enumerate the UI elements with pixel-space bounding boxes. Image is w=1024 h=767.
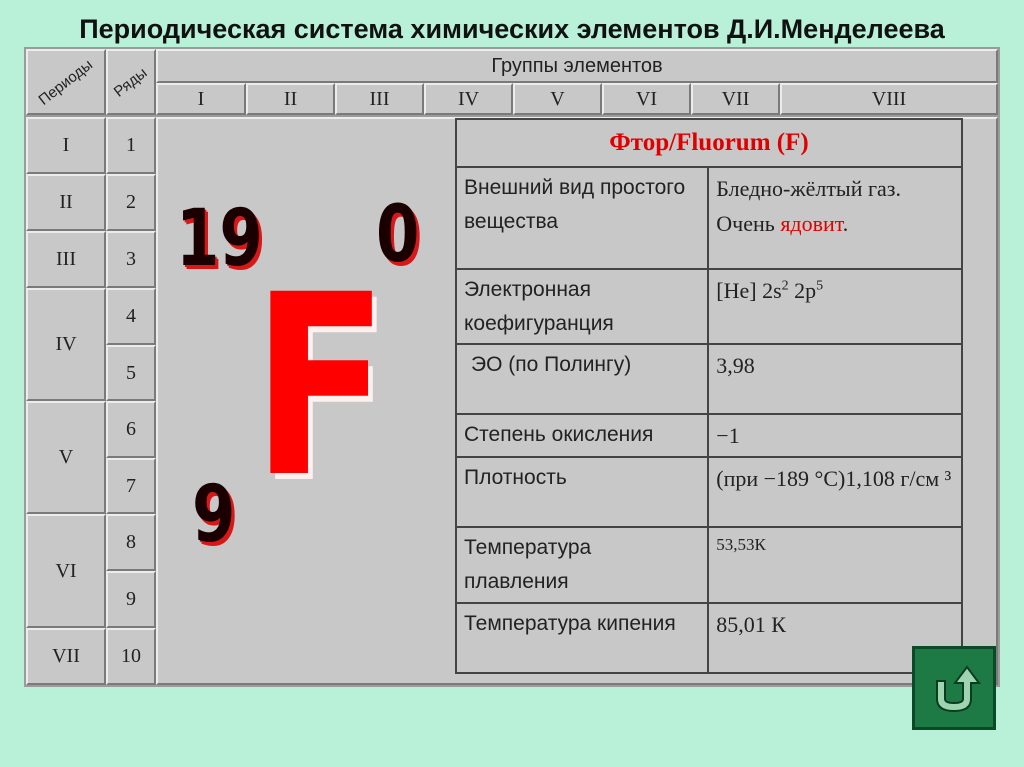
period-cell[interactable] bbox=[26, 117, 106, 174]
table-row bbox=[456, 457, 962, 527]
row-label: 8 bbox=[126, 531, 136, 553]
table-row bbox=[456, 527, 962, 602]
group-cell[interactable] bbox=[156, 83, 246, 115]
element-info-table bbox=[455, 118, 963, 674]
row-cell[interactable] bbox=[106, 117, 156, 174]
info-value bbox=[708, 269, 962, 344]
groups-title: Группы элементов bbox=[491, 54, 663, 77]
info-value-warning: ядовит bbox=[780, 211, 843, 237]
table-row bbox=[456, 603, 962, 673]
row-label: 2 bbox=[126, 191, 136, 213]
period-cell[interactable] bbox=[26, 174, 106, 231]
group-cell[interactable] bbox=[513, 83, 602, 115]
back-button[interactable] bbox=[912, 646, 996, 730]
row-cell[interactable] bbox=[106, 345, 156, 401]
rows-header-label: Ряды bbox=[111, 63, 151, 101]
corner-value: 0 bbox=[376, 190, 420, 280]
group-label: VII bbox=[721, 87, 750, 110]
info-label: Температура плавления bbox=[456, 527, 708, 602]
period-label: VII bbox=[52, 645, 80, 667]
period-label: II bbox=[59, 191, 73, 213]
row-cell[interactable] bbox=[106, 458, 156, 514]
table-row bbox=[456, 344, 962, 414]
group-cell[interactable] bbox=[246, 83, 335, 115]
info-label: Внешний вид простого вещества bbox=[456, 167, 708, 269]
row-label: 7 bbox=[126, 474, 136, 497]
period-cell[interactable] bbox=[26, 288, 106, 401]
group-cell[interactable] bbox=[691, 83, 780, 115]
periods-header-cell bbox=[26, 49, 106, 115]
table-row bbox=[456, 414, 962, 457]
period-label: I bbox=[62, 134, 70, 156]
period-label: IV bbox=[55, 333, 77, 355]
row-cell[interactable] bbox=[106, 571, 156, 628]
group-label: III bbox=[369, 87, 390, 110]
info-value-text: Бледно-жёлтый газ. Очень bbox=[716, 176, 901, 237]
info-value: 53,53К bbox=[708, 527, 962, 602]
period-cell[interactable] bbox=[26, 401, 106, 514]
period-cell[interactable] bbox=[26, 514, 106, 628]
info-title: Фтор/Fluorum (F) bbox=[456, 119, 962, 167]
info-value: −1 bbox=[708, 414, 962, 457]
row-cell[interactable] bbox=[106, 514, 156, 571]
row-label: 9 bbox=[126, 588, 136, 610]
row-cell[interactable] bbox=[106, 231, 156, 288]
table-row bbox=[456, 167, 962, 269]
info-label: ЭО (по Полингу) bbox=[456, 344, 708, 414]
groups-title-cell bbox=[156, 49, 998, 83]
row-label: 5 bbox=[126, 361, 136, 384]
row-cell[interactable] bbox=[106, 628, 156, 685]
row-label: 10 bbox=[121, 645, 141, 667]
period-cell[interactable] bbox=[26, 231, 106, 288]
group-cell[interactable] bbox=[602, 83, 691, 115]
info-label: Температура кипения bbox=[456, 603, 708, 673]
group-cell[interactable] bbox=[424, 83, 513, 115]
atomic-number: 9 bbox=[192, 470, 236, 560]
group-label: VI bbox=[635, 87, 658, 110]
row-label: 6 bbox=[126, 418, 136, 440]
element-symbol: F bbox=[252, 241, 389, 532]
row-cell[interactable] bbox=[106, 401, 156, 458]
row-label: 3 bbox=[126, 248, 136, 270]
group-label: IV bbox=[457, 87, 480, 110]
period-label: VI bbox=[55, 559, 77, 582]
info-label: Электронная коефигуранция bbox=[456, 269, 708, 344]
group-label: I bbox=[197, 87, 205, 110]
group-label: II bbox=[283, 87, 298, 110]
group-cell[interactable] bbox=[780, 83, 998, 115]
atomic-mass: 19 bbox=[176, 194, 263, 284]
periods-header-label: Периоды bbox=[35, 55, 97, 109]
period-cell[interactable] bbox=[26, 628, 106, 685]
info-label: Степень окисления bbox=[456, 414, 708, 457]
info-value: 85,01 К bbox=[708, 603, 962, 673]
group-label: VIII bbox=[871, 87, 907, 110]
info-value: (при −189 °C)1,108 г/см ³ bbox=[708, 457, 962, 527]
group-cell[interactable] bbox=[335, 83, 424, 115]
row-label: 1 bbox=[126, 134, 136, 156]
info-label: Плотность bbox=[456, 457, 708, 527]
page-title: Периодическая система химических элементов Д.И.Менделеева bbox=[79, 14, 945, 44]
info-value: 3,98 bbox=[708, 344, 962, 414]
info-value bbox=[708, 167, 962, 269]
row-label: 4 bbox=[126, 305, 136, 327]
electron-config: [He] $2s^2$ $2p^5$ bbox=[716, 278, 824, 303]
table-row bbox=[456, 269, 962, 344]
group-label: V bbox=[550, 87, 565, 110]
row-cell[interactable] bbox=[106, 288, 156, 345]
u-turn-arrow-icon bbox=[923, 657, 985, 719]
period-label: III bbox=[56, 248, 76, 270]
rows-header-cell bbox=[106, 49, 156, 115]
row-cell[interactable] bbox=[106, 174, 156, 231]
period-label: V bbox=[58, 446, 74, 468]
info-value-text: . bbox=[842, 211, 849, 237]
